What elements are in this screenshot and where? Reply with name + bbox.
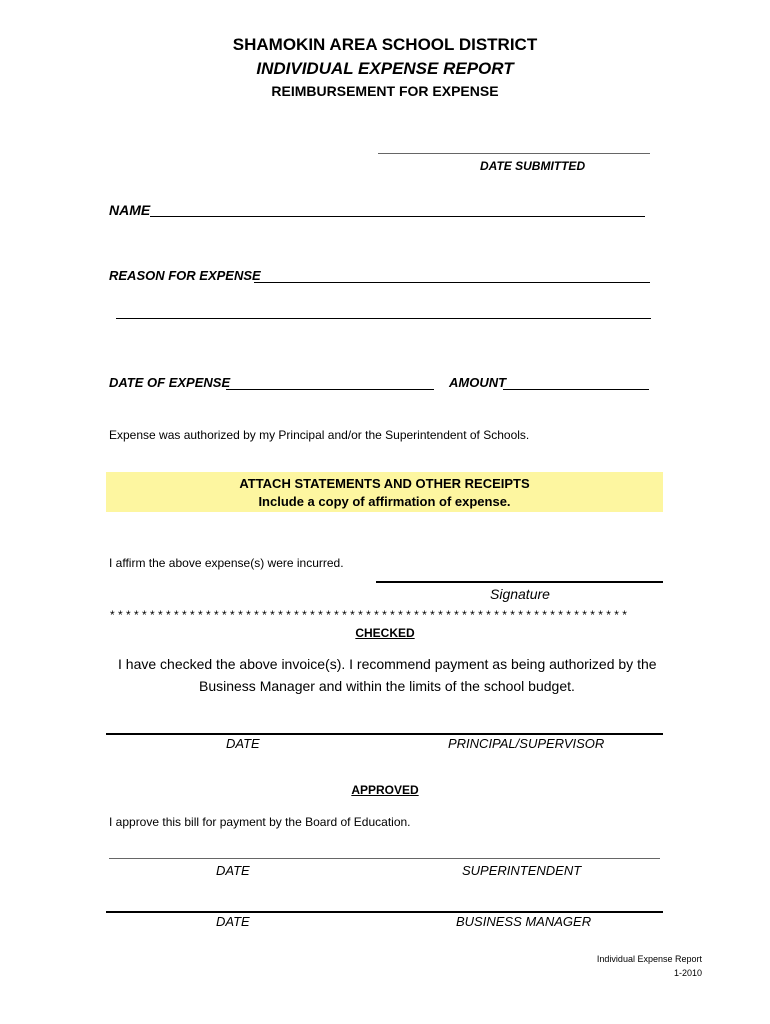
- superintendent-label: SUPERINTENDENT: [462, 863, 582, 878]
- business-manager-date-label: DATE: [216, 914, 250, 929]
- reason-label: REASON FOR EXPENSE: [109, 268, 261, 283]
- reason-line[interactable]: [254, 282, 650, 283]
- principal-signature-line[interactable]: [106, 733, 663, 735]
- date-submitted-label: DATE SUBMITTED: [480, 159, 586, 173]
- principal-label: PRINCIPAL/SUPERVISOR: [448, 736, 605, 751]
- checked-date-label: DATE: [226, 736, 260, 751]
- approved-heading: APPROVED: [351, 783, 419, 797]
- business-manager-signature-line[interactable]: [106, 911, 663, 913]
- footer: [560, 952, 702, 980]
- footer-form-number: 1-2010: [673, 968, 702, 978]
- checked-text-line-1: I have checked the above invoice(s). I recommend payment as being authorized by the: [118, 656, 657, 672]
- authorization-text: Expense was authorized by my Principal and/or the Superintendent of Schools.: [109, 428, 530, 442]
- amount-line[interactable]: [503, 389, 649, 390]
- date-of-expense-line[interactable]: [226, 389, 434, 390]
- approved-text: I approve this bill for payment by the Board of Education.: [109, 815, 411, 829]
- date-of-expense-label: DATE OF EXPENSE: [109, 375, 231, 390]
- signature-line[interactable]: [376, 581, 663, 583]
- separator-stars: * * * * * * * * * * * * * * * * * * * * * * * * * * * * * * * * * * * * * * * * * * * * * * * * * * * * * * * * * * * * * * * * *: [110, 608, 627, 622]
- checked-heading: CHECKED: [355, 626, 415, 640]
- name-line[interactable]: [150, 216, 645, 217]
- report-subtitle: REIMBURSEMENT FOR EXPENSE: [271, 83, 499, 99]
- footer-form-name: Individual Expense Report: [596, 954, 702, 964]
- receipts-notice: [106, 472, 663, 512]
- date-submitted-line[interactable]: [378, 153, 650, 154]
- business-manager-label: BUSINESS MANAGER: [456, 914, 592, 929]
- superintendent-signature-line[interactable]: [109, 858, 660, 859]
- report-title: INDIVIDUAL EXPENSE REPORT: [256, 59, 514, 78]
- name-label: NAME: [109, 202, 151, 218]
- notice-line-1: ATTACH STATEMENTS AND OTHER RECEIPTS: [239, 476, 530, 491]
- district-title: SHAMOKIN AREA SCHOOL DISTRICT: [232, 35, 538, 54]
- reason-line-2[interactable]: [116, 318, 651, 319]
- notice-line-2: Include a copy of affirmation of expense.: [258, 494, 511, 509]
- signature-label: Signature: [490, 586, 550, 602]
- superintendent-date-label: DATE: [216, 863, 250, 878]
- amount-label: AMOUNT: [449, 375, 507, 390]
- affirm-text: I affirm the above expense(s) were incurred.: [109, 556, 344, 570]
- checked-text-line-2: Business Manager and within the limits of the school budget.: [199, 678, 575, 694]
